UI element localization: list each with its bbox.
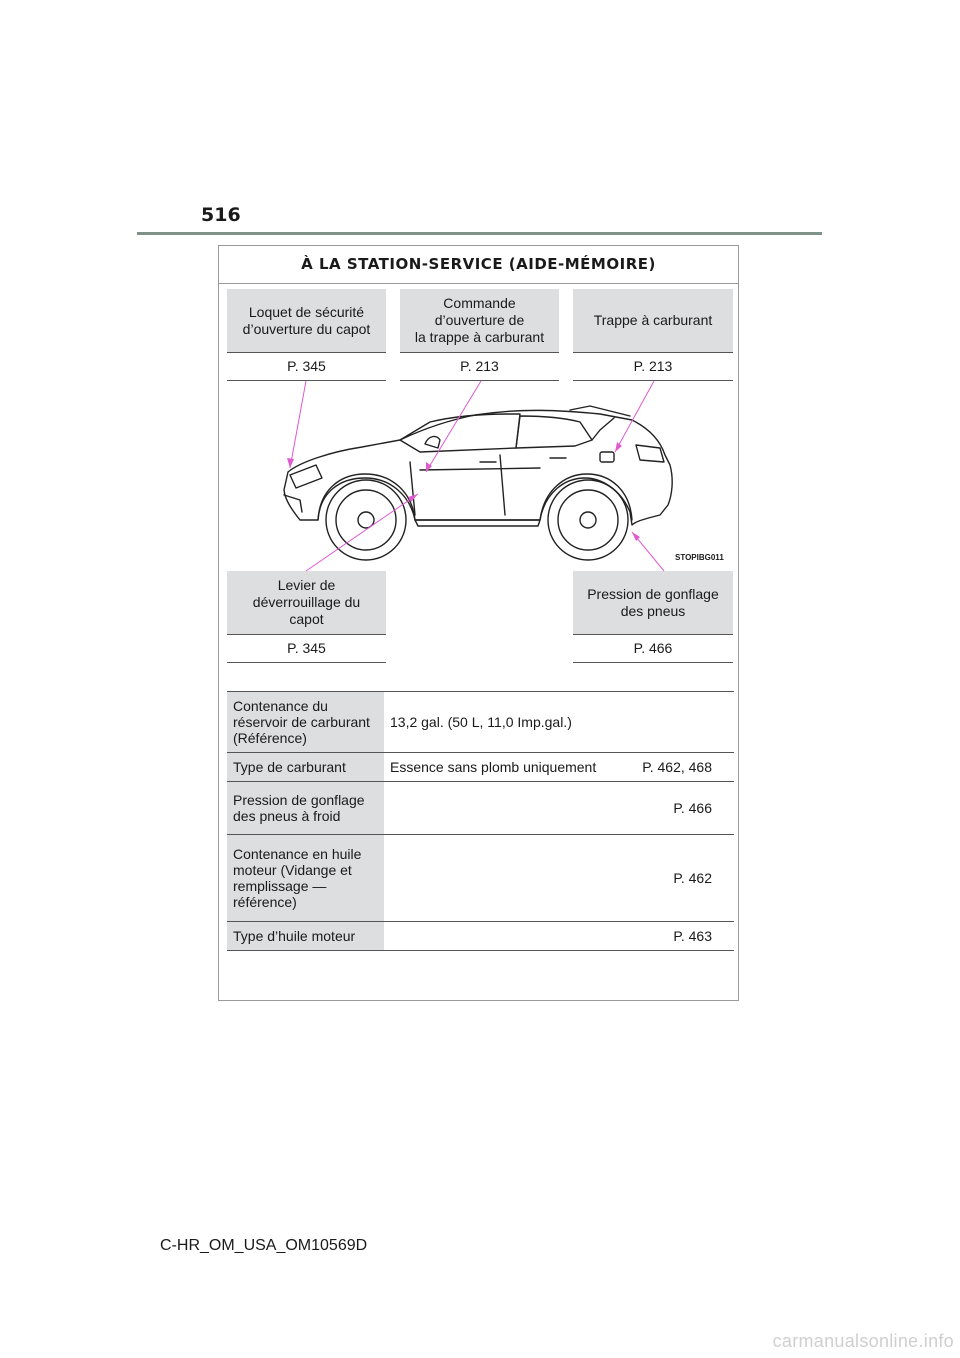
spec-label: Pression de gonflage des pneus à froid	[227, 782, 384, 835]
spec-value: 13,2 gal. (50 L, 11,0 Imp.gal.)	[384, 692, 734, 753]
table-row	[227, 922, 734, 951]
figure-code: STOPIBG011	[675, 553, 724, 562]
spec-ref: P. 462, 468	[642, 759, 712, 775]
table-row	[227, 835, 734, 922]
ref-hood-release: P. 345	[227, 634, 386, 663]
box-title: À LA STATION-SERVICE (AIDE-MÉMOIRE)	[219, 246, 738, 284]
spec-ref: P. 462	[384, 835, 734, 922]
spec-ref: P. 466	[384, 782, 734, 835]
ref-tire-pressure: P. 466	[573, 634, 733, 663]
spec-label: Contenance en huile moteur (Vidange et remplissage — référence)	[227, 835, 384, 922]
ref-fuel-door-opener: P. 213	[400, 352, 559, 381]
header-rule	[137, 232, 822, 235]
page-number: 516	[201, 204, 241, 226]
ref-fuel-door: P. 213	[573, 352, 733, 381]
spec-ref: P. 463	[384, 922, 734, 951]
ref-hood-lock: P. 345	[227, 352, 386, 381]
spec-value: Essence sans plomb uniquement P. 462, 468	[384, 753, 734, 782]
table-row	[227, 753, 734, 782]
table-row	[227, 782, 734, 835]
spec-table	[227, 691, 734, 951]
label-tire-pressure: Pression de gonflage des pneus	[573, 571, 733, 634]
document-code: C-HR_OM_USA_OM10569D	[160, 1237, 368, 1254]
table-row	[227, 692, 734, 753]
label-hood-lock: Loquet de sécurité d’ouverture du capot	[227, 289, 386, 352]
label-fuel-door: Trappe à carburant	[573, 289, 733, 352]
spec-label: Contenance du réservoir de carburant (Référence)	[227, 692, 384, 753]
spec-label: Type d’huile moteur	[227, 922, 384, 951]
label-hood-release: Levier de déverrouillage du capot	[227, 571, 386, 634]
watermark: carmanualsonline.info	[772, 1331, 954, 1351]
spec-label: Type de carburant	[227, 753, 384, 782]
label-fuel-door-opener: Commande d’ouverture de la trappe à carburant	[400, 289, 559, 352]
